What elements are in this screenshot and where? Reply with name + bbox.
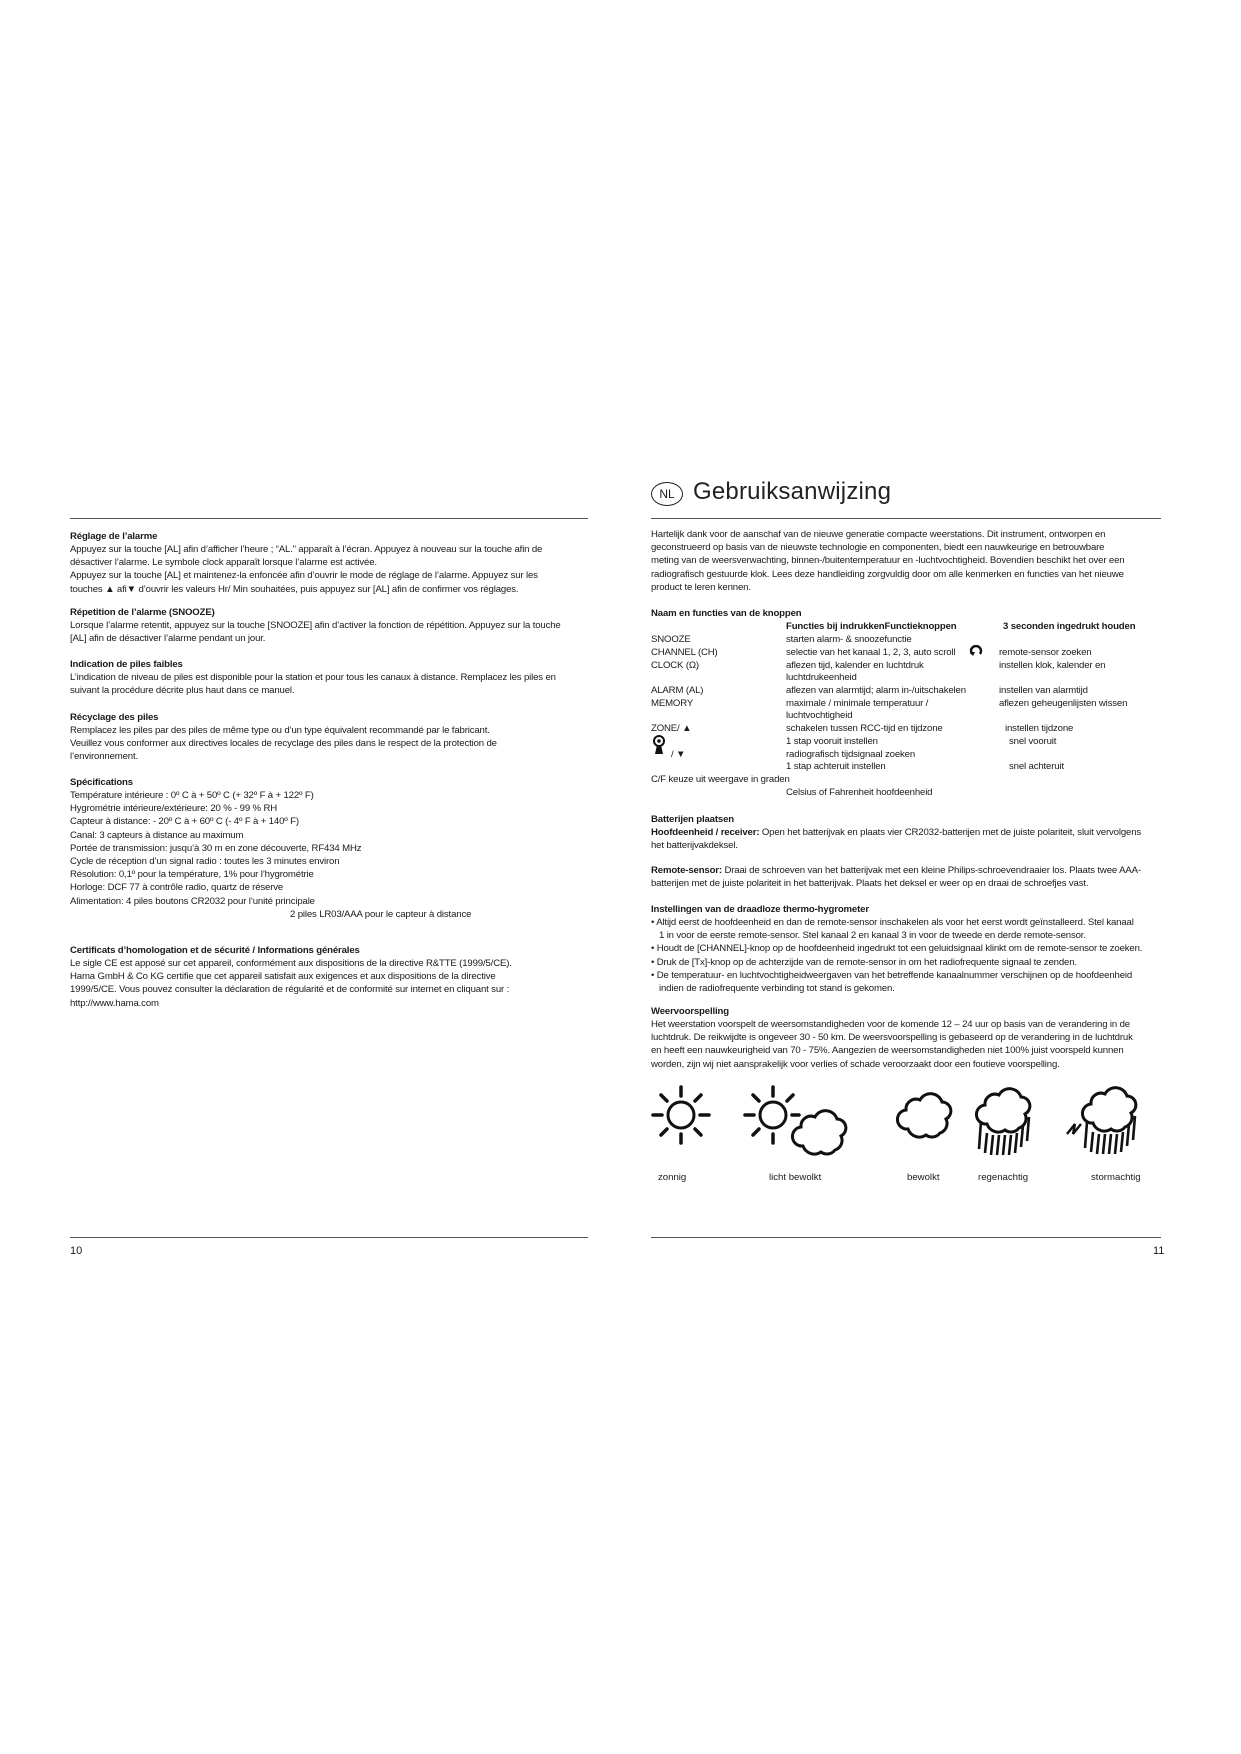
weather-label: regenachtig [978, 1172, 1029, 1183]
button-name: / ▼ [671, 749, 686, 760]
button-name: SNOOZE [651, 634, 691, 645]
button-press: schakelen tussen RCC-tijd en tijdzone [786, 723, 943, 734]
intro-text: Hartelijk dank voor de aanschaf van de nieuwe generatie compacte weerstations. Dit instrument, ontworpen en geconstrueerd op basis van de nieuwste technologie en componenten, biedt een nauwkeurige en betrouwbare meting van de weersverwachting, binnen-/buitentemperatuur en -luchtvochtigheid. Bovendien beschikt het over een radiografisch gestuurde klok. Lees deze handleiding zorgvuldig door om alle kenmerken en functies van het nieuwe product te leren kennen. [651, 529, 1125, 593]
button-press: luchtdrukeenheid [786, 672, 857, 683]
alarm-title: Réglage de l’alarme [70, 531, 158, 542]
weather-label: licht bewolkt [769, 1172, 822, 1183]
batteries-title: Batterijen plaatsen [651, 814, 734, 825]
snooze-text: Lorsque l’alarme retentit, appuyez sur la touche [SNOOZE] afin d’activer la fonction de répétition. Appuyez sur la touche [AL] afin de désactiver l’alarme pendant un jour. [70, 620, 561, 645]
button-hold: instellen van alarmtijd [999, 685, 1088, 696]
certificates-title: Certificats d’homologation et de sécurité / Informations générales [70, 945, 360, 956]
col-hold-header: 3 seconden ingedrukt houden [1003, 621, 1136, 632]
button-press: 1 stap vooruit instellen [786, 736, 878, 747]
weather-label: zonnig [658, 1172, 687, 1183]
cloudy-icon [896, 1088, 966, 1148]
bottom-divider-right [651, 1237, 1161, 1238]
top-divider-right [651, 518, 1161, 519]
specs-title: Spécifications [70, 777, 133, 788]
buttons-title: Naam en functies van de knoppen [651, 608, 802, 619]
storm-icon [1063, 1082, 1149, 1160]
forecast-text: Het weerstation voorspelt de weersomstandigheden voor de komende 12 – 24 uur op basis van de verandering in de luchtdruk. De reikwijdte is ongeveer 30 - 50 km. De weersvoorspelling is gebaseerd op de verandering in de luchtdruk en heeft een nauwkeurigheid van 70 - 75%. Aangezien de weersomstandigheden niet 100% juist voorspeld kunnen worden, zijn wij niet aansprakelijk voor verlies of schade veroorzaakt door een foutieve voorspelling. [651, 1019, 1133, 1070]
forecast-title: Weervoorspelling [651, 1006, 729, 1017]
low-battery-title: Indication de piles faibles [70, 659, 183, 670]
button-hold: snel vooruit [1009, 736, 1057, 747]
hama-link[interactable]: http://www.hama.com [70, 997, 159, 1009]
certificates-text: Le sigle CE est apposé sur cet appareil, conformément aux dispositions de la directive R&TTE (1999/5/CE). Hama GmbH & Co KG certifie que cet appareil satisfait aux exigences et aux dispositions de la directive 1999/5/CE. Vous pouvez consulter la déclaration de régularité et de conformité sur internet en cliquant sur : http://www.hama.com [70, 958, 512, 1009]
button-name: MEMORY [651, 698, 694, 709]
button-press: luchtvochtigheid [786, 710, 853, 721]
wireless-title: Instellingen van de draadloze thermo-hygrometer [651, 904, 869, 915]
radio-tower-icon [651, 735, 669, 755]
low-battery-text: L’indication de niveau de piles est disponible pour la station et pour tous les canaux à distance. Remplacez les piles en suivant la procédure décrite plus haut dans ce manuel. [70, 672, 556, 697]
sunny-icon [651, 1085, 715, 1149]
recycling-title: Récyclage des piles [70, 712, 159, 723]
button-name: CLOCK (Ω) [651, 660, 699, 671]
button-hold: aflezen geheugenlijsten wissen [999, 698, 1128, 709]
button-hold: snel achteruit [1009, 761, 1064, 772]
button-press: radiografisch tijdsignaal zoeken [786, 749, 916, 760]
col-press-header: Functies bij indrukkenFunctieknoppen [786, 621, 957, 632]
language-badge: NL [651, 482, 683, 506]
button-name: ZONE/ ▲ [651, 723, 692, 734]
weather-label: bewolkt [907, 1172, 940, 1183]
recycling-text: Remplacez les piles par des piles de même type ou d’un type équivalent recommandé par le fabricant. Veuillez vous conformer aux directives locales de recyclage des piles dans le respect de la protection de l’environnement. [70, 725, 497, 763]
batteries-main-text: Hoofdeenheid / receiver: Open het batterijvak en plaats vier CR2032-batterijen met de juiste polariteit, sluit vervolgens het batterijvakdeksel. [651, 827, 1142, 852]
alarm-text: Appuyez sur la touche [AL] afin d’afficher l’heure ; “AL.” apparaît à l’écran. Appuyez à nouveau sur la touche afin de désactiver l’alarme. Le symbole clock apparaît lorsque l’alarme est activée. Appuyez sur la touche [AL] et maintenez-la enfoncée afin d’ouvrir le mode de réglage de l’alarme. Appuyez sur les touches ▲ afi▼ d’ouvrir les valeurs Hr/ Min souhaitées, puis appuyez sur [AL] afin de confirmer vos réglages. [70, 544, 543, 595]
top-divider [70, 518, 588, 519]
button-hold: instellen tijdzone [1005, 723, 1074, 734]
page-number-left: 10 [70, 1245, 83, 1257]
button-hold: instellen klok, kalender en [999, 660, 1106, 671]
page-title: Gebruiksanwijzing [693, 478, 892, 505]
button-press: aflezen tijd, kalender en luchtdruk [786, 660, 924, 671]
left-page [70, 0, 590, 1754]
button-name: ALARM (AL) [651, 685, 704, 696]
specs-text: Température intérieure : 0º C à + 50º C (+ 32º F à + 122º F) Hygrométrie intérieure/extérieure: 20 % - 99 % RH Capteur à distance: - 20º C à + 60º C (- 4º F à + 140º F) Canal: 3 capteurs à distance au maximum Portée de transmission: jusqu’à 30 m en zone découverte, RF434 MHz Cycle de réception d’un signal radio : toutes les 3 minutes environ Résolution: 0,1º pour la température, 1% pour l’hygrométrie Horloge: DCF 77 à contrôle radio, quartz de réserve Alimentation: 4 piles boutons CR2032 pour l’unité principale 2 piles LR03/AAA pour le capteur à distance [70, 790, 472, 920]
button-press: aflezen van alarmtijd; alarm in-/uitschakelen [786, 685, 966, 696]
button-name: CHANNEL (CH) [651, 647, 718, 658]
rain-icon [973, 1085, 1043, 1160]
button-press: starten alarm- & snoozefunctie [786, 634, 912, 645]
button-press: 1 stap achteruit instellen [786, 761, 886, 772]
refresh-icon [969, 645, 983, 658]
button-press: maximale / minimale temperatuur / [786, 698, 929, 709]
batteries-remote-text: Remote-sensor: Draai de schroeven van het batterijvak met een kleine Philips-schroevendraaier los. Plaats twee AAA- batterijen met de juiste polariteit in het batterijvak. Plaats het deksel er weer op en draai de schroefjes vast. [651, 865, 1141, 890]
button-hold: remote-sensor zoeken [999, 647, 1092, 658]
button-press: Celsius of Fahrenheit hoofdeenheid [786, 787, 933, 798]
weather-label: stormachtig [1091, 1172, 1141, 1183]
partly-cloudy-icon [743, 1085, 853, 1157]
page-number-right: 11 [1153, 1245, 1165, 1257]
button-name: C/F keuze uit weergave in graden [651, 774, 790, 785]
snooze-title: Répetition de l’alarme (SNOOZE) [70, 607, 215, 618]
bottom-divider [70, 1237, 588, 1238]
button-press: selectie van het kanaal 1, 2, 3, auto scroll [786, 647, 956, 658]
wireless-text: • Altijd eerst de hoofdeenheid en dan de remote-sensor inschakelen als voor het eerst wordt geïnstalleerd. Stel kanaal 1 in voor de eerste remote-sensor. Stel kanaal 2 en kanaal 3 in voor de tweede en derde remote-sensor. • Houdt de [CHANNEL]-knop op de hoofdeenheid ingedrukt tot een geluidsignaal klinkt om de remote-sensor te zoeken. • Druk de [Tx]-knop op de achterzijde van de remote-sensor in om het radiofrequente signaal te zenden. • De temperatuur- en luchtvochtigheidweergaven van het betreffende kanaalnummer verschijnen op de hoofdeenheid indien de radiofrequente verbinding tot stand is gekomen. [651, 917, 1143, 995]
right-page [651, 0, 1211, 1754]
